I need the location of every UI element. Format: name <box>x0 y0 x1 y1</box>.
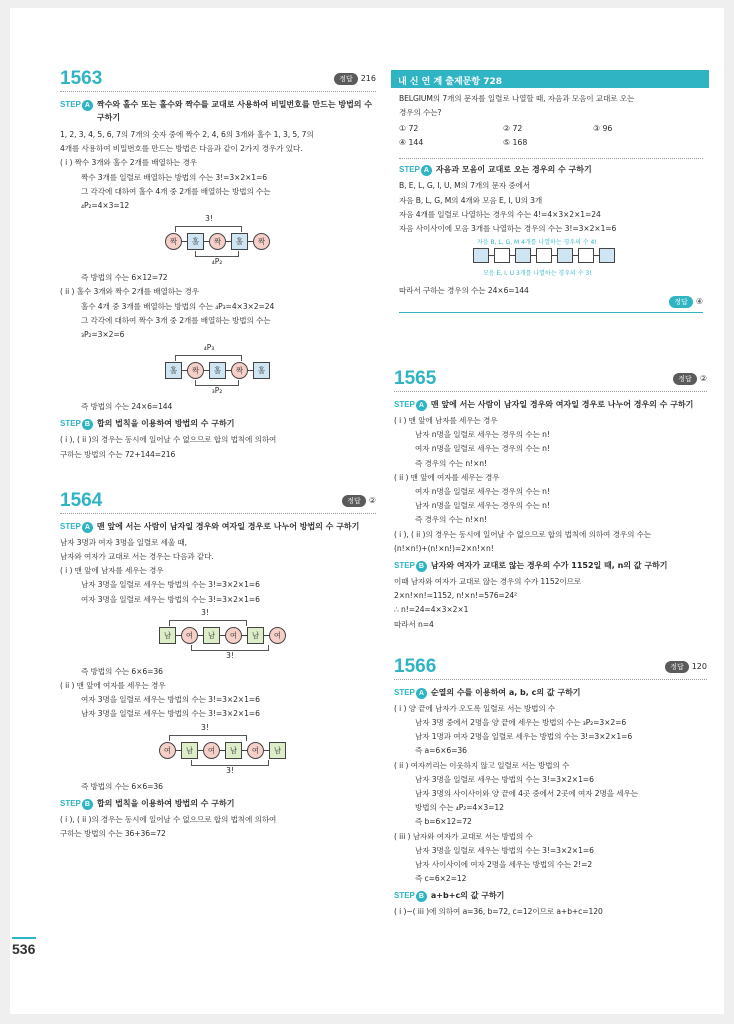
option[interactable]: ⑤ 168 <box>503 138 528 148</box>
text-line: ( iii ) 남자와 여자가 교대로 서는 방법의 수 <box>394 831 533 841</box>
text-line: ₃P₂=3×2=6 <box>81 330 125 340</box>
text-line: (n!×n!)+(n!×n!)=2×n!×n! <box>394 543 494 553</box>
step-title: 자음과 모음이 교대로 오는 경우의 수 구하기 <box>435 165 592 175</box>
step-label: STEP <box>60 798 81 808</box>
bracket-top-label: ₄P₃ <box>203 343 215 353</box>
step-b-heading <box>394 889 707 902</box>
step-label: STEP <box>394 687 415 697</box>
text-line: 여자 3명을 일렬로 세우는 방법의 수는 3!=3×2×1=6 <box>81 594 260 604</box>
step-label: STEP <box>399 165 420 175</box>
option[interactable]: ③ 96 <box>593 124 613 134</box>
text-line: ( ii ) 여자끼리는 이웃하지 않고 일렬로 서는 방법의 수 <box>394 760 570 770</box>
options-row <box>399 122 703 136</box>
text-line: 남자 사이사이에 여자 2명을 세우는 방법의 수는 2!=2 <box>415 860 593 870</box>
arrangement-diagram <box>60 343 376 399</box>
cell: 짝 <box>209 233 226 250</box>
cell: 남 <box>247 627 264 644</box>
text-line: 즉 경우의 수는 n!×n! <box>415 458 487 468</box>
cell: 짝 <box>253 233 270 250</box>
problem-1564 <box>60 488 376 841</box>
vowel-cell <box>536 248 552 263</box>
text-line: 남자 3명의 사이사이와 양 끝에 4곳 중에서 2곳에 여자 2명을 세우는 <box>415 789 638 799</box>
bracket-bottom-label: ₄P₂ <box>211 257 223 267</box>
step-badge: A <box>416 688 427 699</box>
text-line: 여자 3명을 일렬로 세우는 방법의 수는 3!=3×2×1=6 <box>81 695 260 705</box>
text-line: ( i ) 양 끝에 남자가 오도록 일렬로 서는 방법의 수 <box>394 703 556 713</box>
diagram-cells <box>473 248 615 263</box>
diagram-cells <box>165 233 270 250</box>
text-line: 그 각각에 대하여 홀수 4개 중 2개를 배열하는 방법의 수는 <box>81 186 271 196</box>
text-line: ₄P₂=4×3=12 <box>81 201 130 211</box>
text-line: 홀수 4개 중 3개를 배열하는 방법의 수는 ₄P₃=4×3×2=24 <box>81 301 275 311</box>
answer-value: ② <box>699 374 707 383</box>
cell: 홀 <box>165 362 182 379</box>
step-badge: A <box>82 522 93 533</box>
step-badge: B <box>82 419 93 430</box>
step-title: 맨 앞에 서는 사람이 남자일 경우와 여자일 경우로 나누어 방법의 수 구하기 <box>96 521 360 531</box>
step-label: STEP <box>60 100 81 109</box>
divider <box>399 312 703 313</box>
answer-badge <box>342 495 376 507</box>
problem-number: 1563 <box>60 68 103 89</box>
arrangement-diagram <box>60 608 376 664</box>
consonant-cell <box>515 248 531 263</box>
text-line: 즉 b=6×12=72 <box>415 817 472 827</box>
step-b-heading <box>60 797 376 810</box>
bracket-bottom-label: 3! <box>226 765 234 775</box>
step-label: STEP <box>394 400 415 409</box>
text-line: ( i ) 맨 앞에 남자를 세우는 경우 <box>60 566 164 576</box>
step-b-heading <box>394 559 707 572</box>
answer-label: 정답 <box>669 296 693 308</box>
step-title: 맨 앞에 서는 사람이 남자일 경우와 여자일 경우로 나누어 경우의 수 구하기 <box>430 400 694 409</box>
answer-badge <box>399 296 703 308</box>
vowel-cell <box>578 248 594 263</box>
consonant-cell <box>599 248 615 263</box>
text-line: 남자 3명을 일렬로 세우는 방법의 수는 3!=3×2×1=6 <box>81 580 260 590</box>
step-a-heading <box>394 398 707 411</box>
problem-number: 1566 <box>394 655 437 677</box>
answer-value: ④ <box>695 297 703 307</box>
cell: 남 <box>181 742 198 759</box>
problem-1566 <box>394 654 707 920</box>
step-label: STEP <box>60 521 81 531</box>
diagram-cells <box>159 627 286 644</box>
diagram-bottom-label: 모음 E, I, U 3개를 나열하는 경우의 수 3! <box>483 270 592 278</box>
text-line: 남자 1명과 여자 2명을 일렬로 세우는 방법의 수는 3!=3×2×1=6 <box>415 732 633 742</box>
arrangement-diagram <box>60 214 376 270</box>
cell: 남 <box>159 627 176 644</box>
question-line: BELGIUM의 7개의 문자를 일렬로 나열할 때, 자음과 모음이 교대로 오는 <box>399 94 635 103</box>
consonant-cell <box>473 248 489 263</box>
text-line: 남자 n명을 일렬로 세우는 경우의 수는 n! <box>415 501 550 511</box>
text-line: 남자와 여자가 교대로 서는 경우는 다음과 같다. <box>60 552 214 562</box>
text-line: 남자 3명을 일렬로 세우는 방법의 수는 3!=3×2×1=6 <box>81 709 260 719</box>
cell: 홀 <box>231 233 248 250</box>
answer-value: 216 <box>360 74 376 83</box>
text-line: ( i ), ( ii )의 경우는 동시에 일어날 수 없으므로 합의 법칙에 의하여 <box>60 435 277 445</box>
consonant-cell <box>557 248 573 263</box>
option[interactable]: ② 72 <box>503 124 523 134</box>
answer-value: 120 <box>691 661 707 671</box>
text-line: 그 각각에 대하여 짝수 3개 중 2개를 배열하는 방법의 수는 <box>81 315 271 325</box>
cell: 홀 <box>253 362 270 379</box>
cell: 짝 <box>231 362 248 379</box>
text-line: ∴ n!=24=4×3×2×1 <box>394 605 469 615</box>
answer-label: 정답 <box>665 661 689 673</box>
bracket-top <box>169 735 247 741</box>
text-line: 남자 3명을 일렬로 세우는 방법의 수는 3!=3×2×1=6 <box>415 774 594 784</box>
text-line: 4개를 사용하여 비밀번호를 만드는 방법은 다음과 같이 2가지 경우가 있다. <box>60 144 303 154</box>
answer-badge <box>673 373 707 385</box>
step-badge: A <box>421 165 432 176</box>
text-line: ( ii ) 홀수 3개와 짝수 2개를 배열하는 경우 <box>60 287 200 297</box>
text-line: ( i )~( iii )에 의하여 a=36, b=72, c=12이므로 a+b+c=120 <box>394 907 603 917</box>
text-line: 따라서 n=4 <box>394 619 434 629</box>
cell: 여 <box>225 627 242 644</box>
step-title: 합의 법칙을 이용하여 방법의 수 구하기 <box>96 798 235 808</box>
cell: 남 <box>225 742 242 759</box>
step-title: 짝수와 홀수 또는 홀수와 짝수를 교대로 사용하여 비밀번호를 만드는 방법의 수 구하기 <box>96 100 373 122</box>
step-title: 순열의 수를 이용하여 a, b, c의 값 구하기 <box>430 687 581 697</box>
step-badge: B <box>416 891 427 902</box>
option[interactable]: ④ 144 <box>399 138 424 148</box>
step-a-heading <box>399 163 703 176</box>
text-line: ( i ) 짝수 3개와 홀수 2개를 배열하는 경우 <box>60 158 198 168</box>
cell: 여 <box>247 742 264 759</box>
step-badge: B <box>416 561 427 572</box>
bracket-top-label: 3! <box>205 214 213 224</box>
text-line: 남자 3명 중에서 2명을 양 끝에 세우는 방법의 수는 ₃P₂=3×2=6 <box>415 718 627 728</box>
text-line: 자음 4개를 일렬로 나열하는 경우의 수는 4!=4×3×2×1=24 <box>399 209 601 219</box>
text-line: 즉 방법의 수는 24×6=144 <box>81 402 173 412</box>
text-line: 즉 방법의 수는 6×6=36 <box>81 666 163 676</box>
diagram-cells <box>165 362 270 379</box>
step-title: 남자와 여자가 교대로 않는 경우의 수가 1152일 때, n의 값 구하기 <box>430 561 668 571</box>
page-number-rule <box>12 937 36 939</box>
text-line: 즉 a=6×6=36 <box>415 746 467 756</box>
text-line: 즉 경우의 수는 n!×n! <box>415 515 487 525</box>
text-line: 이때 남자와 여자가 교대로 않는 경우의 수가 1152이므로 <box>394 577 582 587</box>
step-title: 합의 법칙을 이용하여 방법의 수 구하기 <box>96 419 235 429</box>
bracket-bottom-label: ₃P₂ <box>211 386 223 396</box>
option[interactable]: ① 72 <box>399 124 419 134</box>
text-line: 남자 n명을 일렬로 세우는 경우의 수는 n! <box>415 430 550 440</box>
bracket-top <box>169 620 247 626</box>
text-line: B, E, L, G, I, U, M의 7개의 문자 중에서 <box>399 181 531 191</box>
text-line: ( i ) 맨 앞에 남자를 세우는 경우 <box>394 416 498 425</box>
text-line: 구하는 방법의 수는 72+144=216 <box>60 449 176 459</box>
cell: 남 <box>269 742 286 759</box>
step-label: STEP <box>60 419 81 429</box>
text-line: 따라서 구하는 경우의 수는 24×6=144 <box>399 286 529 296</box>
diagram-cells <box>159 742 286 759</box>
text-line: ( ii ) 맨 앞에 여자를 세우는 경우 <box>60 681 166 691</box>
linked-question-728 <box>391 70 709 310</box>
step-a-heading <box>394 686 707 699</box>
cell: 여 <box>181 627 198 644</box>
diagram-top-label: 자음 B, L, G, M 4개를 나열하는 경우의 수 4! <box>477 239 597 247</box>
text-line: 남자 3명을 일렬로 세우는 방법의 수는 3!=3×2×1=6 <box>415 845 594 855</box>
arrangement-diagram <box>60 723 376 779</box>
text-line: 2×n!×n!=1152, n!×n!=576=24² <box>394 591 518 601</box>
options-row <box>399 136 703 150</box>
text-line: 여자 n명을 일렬로 세우는 경우의 수는 n! <box>415 487 550 497</box>
cell: 여 <box>269 627 286 644</box>
answer-value: ② <box>368 495 376 505</box>
step-a-heading <box>60 520 376 533</box>
question-line: 경우의 수는? <box>399 108 442 118</box>
text-line: 즉 방법의 수는 6×12=72 <box>81 273 168 283</box>
answer-label: 정답 <box>673 373 697 385</box>
cell: 짝 <box>187 362 204 379</box>
text-line: 즉 방법의 수는 6×6=36 <box>81 781 163 791</box>
step-label: STEP <box>394 891 415 901</box>
linked-question-header: 내 신 연 계 출제문항 728 <box>391 70 709 88</box>
text-line: ( i ), ( ii )의 경우는 동시에 일어날 수 없으므로 합의 법칙에 의하여 <box>60 814 277 824</box>
cell: 홀 <box>209 362 226 379</box>
text-line: 구하는 방법의 수는 36+36=72 <box>60 829 166 839</box>
step-badge: A <box>82 100 93 111</box>
consonant-vowel-diagram <box>399 237 703 283</box>
text-line: 즉 c=6×2=12 <box>415 874 467 884</box>
text-line: 1, 2, 3, 4, 5, 6, 7의 7개의 숫자 중에 짝수 2, 4, 6의 3개와 홀수 1, 3, 5, 7의 <box>60 130 314 139</box>
step-b-heading <box>60 417 376 430</box>
page-number: 536 <box>12 941 36 957</box>
problem-number: 1564 <box>60 489 103 511</box>
bracket-top-label: 3! <box>201 607 209 617</box>
vowel-cell <box>494 248 510 263</box>
cell: 여 <box>159 742 176 759</box>
problem-number: 1565 <box>394 368 437 389</box>
step-a-heading <box>60 98 376 124</box>
bracket-top <box>175 355 242 361</box>
cell: 여 <box>203 742 220 759</box>
answer-badge <box>334 73 376 85</box>
text-line: 남자 3명과 여자 3명을 일렬로 세울 때, <box>60 537 187 547</box>
answer-label: 정답 <box>334 73 358 85</box>
right-column <box>394 366 707 920</box>
text-line: 자음 B, L, G, M의 4개와 모음 E, I, U의 3개 <box>399 195 543 205</box>
cell: 짝 <box>165 233 182 250</box>
step-label: STEP <box>394 561 415 571</box>
text-line: 자음 사이사이에 모음 3개를 나열하는 경우의 수는 3!=3×2×1=6 <box>399 224 617 234</box>
problem-1563 <box>60 66 376 462</box>
text-line: 여자 n명을 일렬로 세우는 경우의 수는 n! <box>415 444 550 454</box>
step-badge: B <box>82 799 93 810</box>
step-badge: A <box>416 400 427 411</box>
bracket-top <box>175 226 242 232</box>
text-line: 방법의 수는 ₄P₂=4×3=12 <box>415 803 504 813</box>
left-column <box>60 66 376 841</box>
step-title: a+b+c의 값 구하기 <box>430 891 505 901</box>
problem-1565 <box>394 366 707 632</box>
answer-badge <box>665 661 707 673</box>
bracket-bottom-label: 3! <box>226 650 234 660</box>
text-line: 짝수 3개를 일렬로 배열하는 방법의 수는 3!=3×2×1=6 <box>81 172 268 182</box>
text-line: ( i ), ( ii )의 경우는 동시에 일어날 수 없으므로 합의 법칙에 의하여 경우의 수는 <box>394 529 652 539</box>
answer-label: 정답 <box>342 495 366 507</box>
bracket-top-label: 3! <box>201 722 209 732</box>
cell: 남 <box>203 627 220 644</box>
text-line: ( ii ) 맨 앞에 여자를 세우는 경우 <box>394 472 500 482</box>
cell: 홀 <box>187 233 204 250</box>
